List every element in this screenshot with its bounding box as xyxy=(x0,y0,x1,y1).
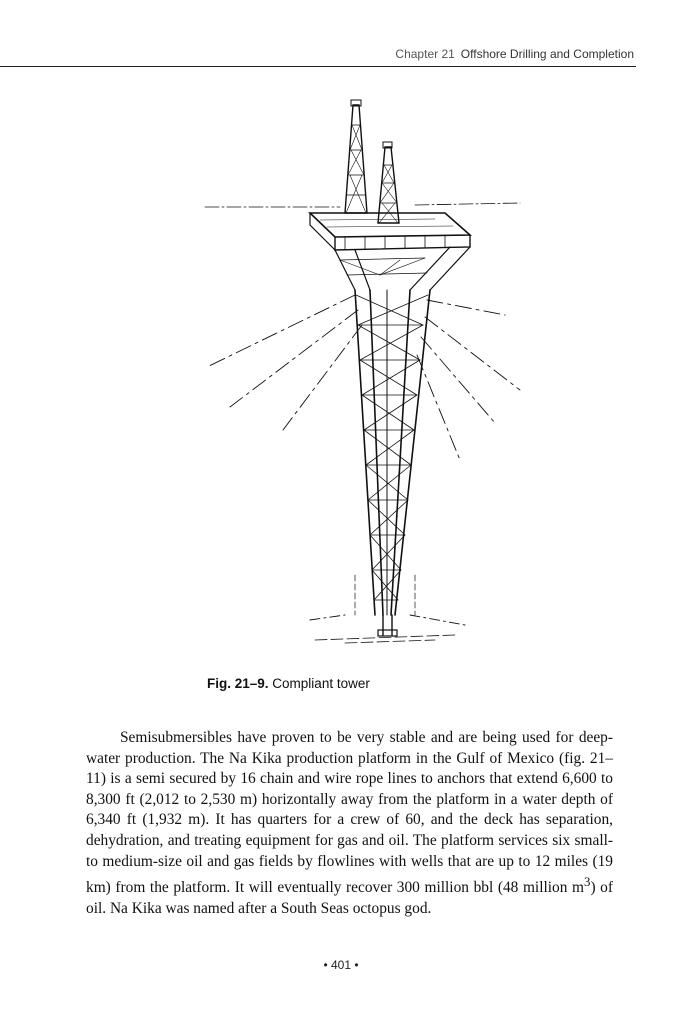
page-number: • 401 • xyxy=(323,958,359,972)
figure-caption-text: Compliant tower xyxy=(272,676,370,691)
chapter-title: Offshore Drilling and Completion xyxy=(460,47,634,61)
superscript: 3 xyxy=(584,875,591,890)
paragraph-text-b: ) of oil. Na Kika was named after a South Seas octopus god. xyxy=(86,879,613,917)
header-rule xyxy=(0,66,636,67)
figure-compliant-tower xyxy=(195,95,525,655)
figure-label: Fig. 21–9. xyxy=(207,676,269,691)
paragraph-text-a: Semisubmersibles have proven to be very stable and are being used for deep-water production. The Na Kika production platform in the Gulf of Mexico (fig. 21–11) is a semi secured by 16 chain and wire rope lines to anchors that extend 6,600 to 8,300 ft (2,012 to 2,530 m) horizontally away from the platform in a water depth of 6,340 ft (1,932 m). It has quarters for a crew of 60, and the deck has separation, dehydration, and treating equipment for gas and oil. The platform services six small- to medium-size oil and gas fields by flowlines with wells that are up to 12 miles (19 km) from the platform. It will eventually recover 300 million bbl (48 million m xyxy=(86,729,613,897)
compliant-tower-drawing xyxy=(195,95,525,655)
body-paragraph xyxy=(86,728,613,919)
chapter-number: Chapter 21 xyxy=(395,47,455,61)
running-header xyxy=(0,47,634,61)
figure-caption xyxy=(207,676,370,691)
